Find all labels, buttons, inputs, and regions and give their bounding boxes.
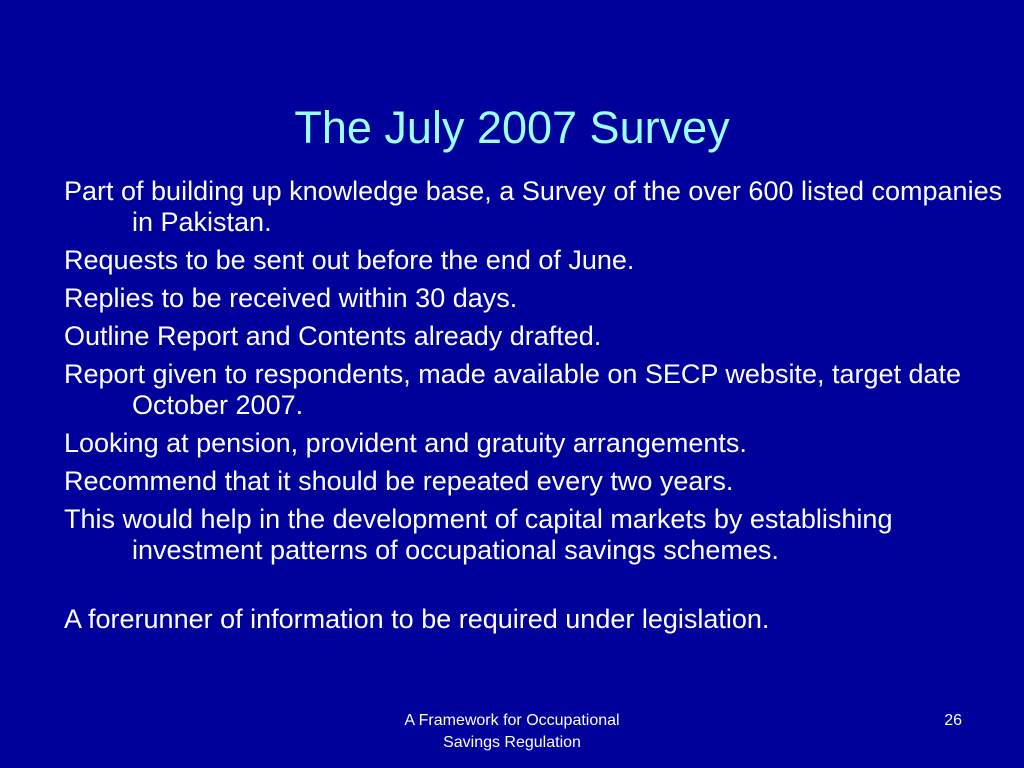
bullet-item: Looking at pension, provident and gratuity arrangements. xyxy=(64,428,747,458)
bullet-item: Requests to be sent out before the end of June. xyxy=(64,245,635,275)
footer-title-line-1: A Framework for Occupational xyxy=(404,712,620,729)
bullet-item: Report given to respondents, made available on SECP website, target date October 2007. xyxy=(64,359,962,420)
bullet-item-conclusion: A forerunner of information to be required under legislation. xyxy=(64,604,770,634)
footer-title-line-2: Savings Regulation xyxy=(443,734,581,751)
bullet-item: Outline Report and Contents already drafted. xyxy=(64,321,602,351)
bullet-item: Recommend that it should be repeated every two years. xyxy=(64,466,734,496)
bullet-list xyxy=(64,176,1004,642)
slide-title: The July 2007 Survey xyxy=(294,102,730,153)
page-number: 26 xyxy=(944,712,962,729)
bullet-item: Replies to be received within 30 days. xyxy=(64,283,518,313)
footer-title xyxy=(356,710,668,754)
bullet-item: Part of building up knowledge base, a Survey of the over 600 listed companies in Pakistan. xyxy=(64,176,1003,237)
bullet-item: This would help in the development of capital markets by establishing investment patterns of occupational savings schemes. xyxy=(64,504,893,565)
